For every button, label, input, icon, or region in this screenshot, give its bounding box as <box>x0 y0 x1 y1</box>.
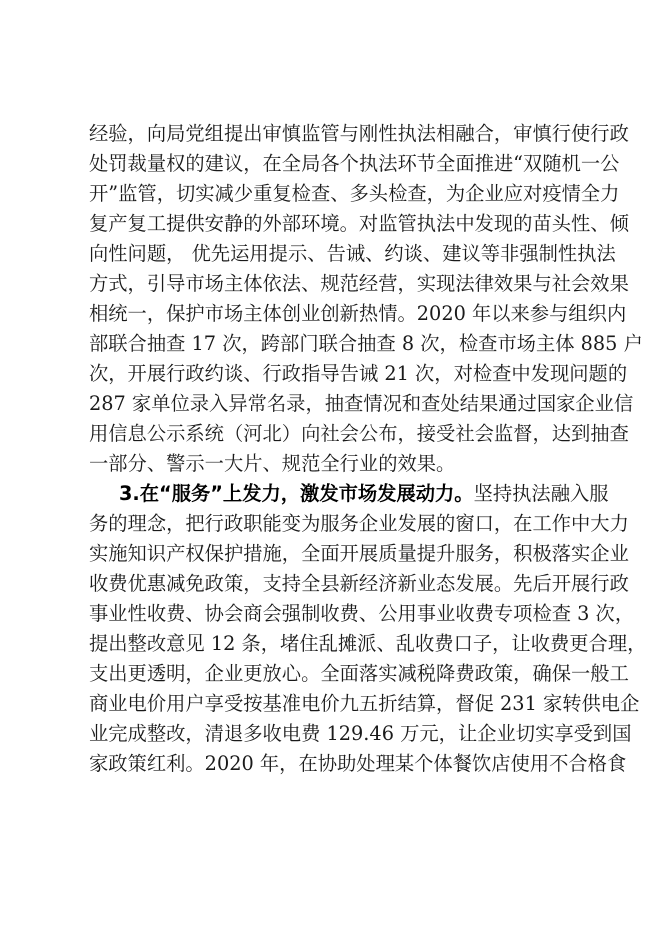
text-line: 次，开展行政约谈、行政指导告诫 21 次，对检查中发现问题的 <box>89 362 628 385</box>
text-line: 相统一，保护市场主体创业创新热情。2020 年以来参与组织内 <box>89 302 627 325</box>
text-line: 一部分、警示一大片、规范全行业的效果。 <box>89 452 456 475</box>
text-line: 287 家单位录入异常名录，抽查情况和查处结果通过国家企业信 <box>89 392 634 415</box>
text-line: 家政策红利。2020 年，在协助处理某个体餐饮店使用不合格食 <box>89 752 627 775</box>
text-line: 业完成整改，清退多收电费 129.46 万元，让企业切实享受到国 <box>89 722 632 745</box>
text-line: 复产复工提供安静的外部环境。对监管执法中发现的苗头性、倾 <box>89 212 629 235</box>
text-line: 处罚裁量权的建议，在全局各个执法环节全面推进“双随机一公 <box>89 152 620 175</box>
text-line: 支出更透明，企业更放心。全面落实减税降费政策，确保一般工 <box>89 662 629 685</box>
heading-line-text: 坚持执法融入服 <box>473 482 609 505</box>
text-line: 实施知识产权保护措施，全面开展质量提升服务，积极落实企业 <box>89 542 629 565</box>
text-line: 开”监管，切实减少重复检查、多头检查，为企业应对疫情全力 <box>89 182 620 205</box>
text-line: 用信息公示系统（河北）向社会公布，接受社会监督，达到抽查 <box>89 422 629 445</box>
text-line: 方式，引导市场主体依法、规范经营，实现法律效果与社会效果 <box>89 272 629 295</box>
text-line: 向性问题， 优先运用提示、告诫、约谈、建议等非强制性执法 <box>89 242 616 265</box>
text-line: 部联合抽查 17 次，跨部门联合抽查 8 次，检查市场主体 885 户 <box>89 332 643 355</box>
text-line: 商业电价用户享受按基准电价九五折结算，督促 231 家转供电企 <box>89 692 640 715</box>
section-heading: 3.在“服务”上发力，激发市场发展动力。 <box>119 482 474 505</box>
text-line: 经验，向局党组提出审慎监管与刚性执法相融合，审慎行使行政 <box>89 122 629 145</box>
text-line: 提出整改意见 12 条，堵住乱摊派、乱收费口子，让收费更合理， <box>89 632 647 655</box>
text-line: 收费优惠减免政策，支持全县新经济新业态发展。先后开展行政 <box>89 572 629 595</box>
section-heading-line <box>119 479 609 509</box>
text-line: 事业性收费、协会商会强制收费、公用事业收费专项检查 3 次， <box>89 602 635 625</box>
text-line: 务的理念，把行政职能变为服务企业发展的窗口，在工作中大力 <box>89 512 629 535</box>
